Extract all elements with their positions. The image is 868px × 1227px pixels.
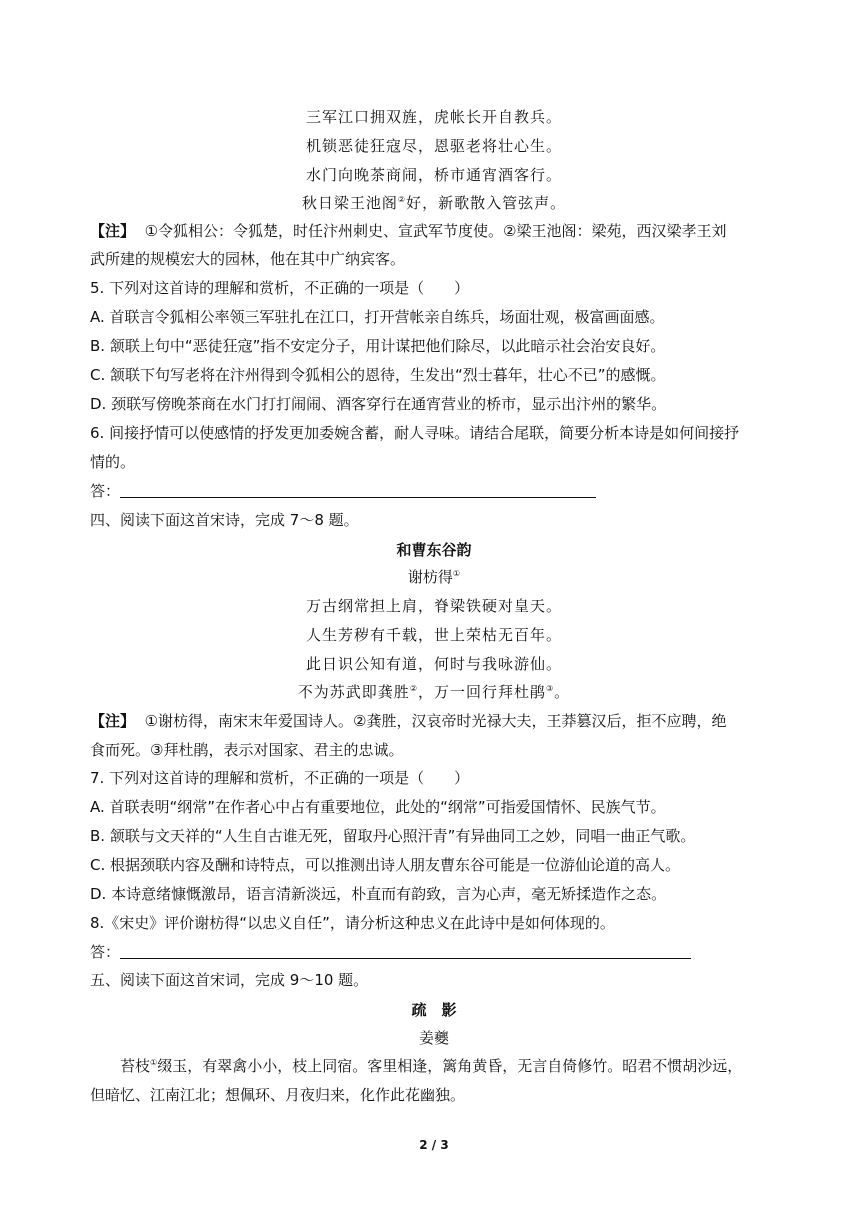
q7-option-a: A. 首联表明“纲常”在作者心中占有重要地位，此处的“纲常”可指爱国情怀、民族气节。	[90, 798, 666, 816]
poem1-footnote-marker: ②	[397, 195, 407, 204]
poem3-footnote-marker: ①	[150, 1058, 158, 1067]
q6-answer-label: 答：	[90, 482, 121, 500]
poem1-line-1: 三军江口拥双旌，虎帐长开自教兵。	[305, 108, 562, 126]
q5-option-b: B. 颔联上句中“恶徒狂寇”指不安定分子，用计谋把他们除尽，以此暗示社会治安良好。	[90, 337, 666, 355]
q5-stem: 5. 下列对这首诗的理解和赏析，不正确的一项是（ ）	[90, 279, 470, 297]
poem2-author-name: 谢枋得	[407, 568, 453, 586]
poem2-title: 和曹东谷韵	[396, 541, 472, 559]
q8-answer-line[interactable]	[120, 958, 691, 959]
poem2-line-1: 万古纲常担上肩，脊梁铁硬对皇天。	[305, 597, 562, 615]
note2-text-1: ①谢枋得，南宋末年爱国诗人。②龚胜，汉哀帝时光禄大夫，王莽篡汉后，拒不应聘，绝	[144, 712, 727, 730]
note1-tag: 【注】	[90, 222, 136, 240]
q6-stem-line-2: 情的。	[90, 453, 136, 471]
poem3-para-2: 但暗忆、江南江北；想佩环、月夜归来，化作此花幽独。	[90, 1086, 466, 1104]
poem2-line-4-b: ，万一回行拜杜鹃	[417, 683, 546, 701]
q7-option-d: D. 本诗意绪慷慨激昂，语言清新淡远，朴直而有韵致，言为心声，毫无矫揉造作之态。	[90, 885, 667, 903]
poem1-line-2: 机锁恶徒狂寇尽，恩驱老将壮心生。	[305, 137, 562, 155]
poem2-footnote-marker-2: ②	[409, 684, 418, 693]
poem3-author: 姜夔	[418, 1029, 449, 1047]
poem2-line-4	[0, 682, 868, 702]
poem2-footnote-marker-3: ③	[546, 684, 555, 693]
poem3-title: 疏 影	[411, 1001, 457, 1019]
note2-line-2: 食而死。③拜杜鹃，表示对国家、君主的忠诚。	[90, 741, 404, 759]
page-number: 2 / 3	[419, 1138, 449, 1152]
poem3-para-1	[120, 1056, 742, 1076]
poem2-author-footnote: ①	[452, 569, 461, 578]
poem1-line-4-b: 好，新歌散入管弦声。	[406, 194, 567, 212]
poem1-line-4	[0, 193, 868, 213]
poem2-line-4-c: 。	[554, 683, 571, 701]
poem1-line-3: 水门向晚茶商闹，桥市通宵酒客行。	[305, 166, 562, 184]
note1-line-2: 武所建的规模宏大的园林，他在其中广纳宾客。	[90, 250, 406, 268]
q5-option-a: A. 首联言令狐相公率领三军驻扎在江口，打开营帐亲自练兵，场面壮观，极富画面感。	[90, 308, 665, 326]
q6-stem-line-1: 6. 间接抒情可以使感情的抒发更加委婉含蓄，耐人寻味。请结合尾联，简要分析本诗是如何间接抒	[90, 424, 740, 442]
q8-answer-label: 答：	[90, 943, 121, 961]
section4-heading: 四、阅读下面这首宋诗，完成 7～8 题。	[90, 511, 359, 529]
poem2-line-2: 人生芳秽有千载，世上荣枯无百年。	[305, 626, 562, 644]
poem2-author	[0, 567, 868, 587]
poem2-line-4-a: 不为苏武即龚胜	[297, 683, 410, 701]
q6-answer-line[interactable]	[120, 497, 596, 498]
note2-line-1	[90, 711, 726, 731]
q7-stem: 7. 下列对这首诗的理解和赏析，不正确的一项是（ ）	[90, 769, 470, 787]
note2-tag: 【注】	[90, 712, 136, 730]
note1-text-1: ①令狐相公：令狐楚，时任汴州刺史、宣武军节度使。②梁王池阁：梁苑，西汉梁孝王刘	[144, 222, 727, 240]
section5-heading: 五、阅读下面这首宋词，完成 9～10 题。	[90, 971, 369, 989]
q7-option-c: C. 根据颈联内容及酬和诗特点，可以推测出诗人朋友曹东谷可能是一位游仙论道的高人。	[90, 856, 681, 874]
poem1-line-4-a: 秋日梁王池阁	[301, 194, 398, 212]
poem3-para-1-b: 缀玉，有翠禽小小，枝上同宿。客里相逢，篱角黄昏，无言自倚修竹。昭君不惯胡沙远，	[157, 1057, 743, 1075]
q5-option-d: D. 颈联写傍晚茶商在水门打打闹闹、酒客穿行在通宵营业的桥市，显示出汴州的繁华。	[90, 395, 667, 413]
q7-option-b: B. 颔联与文天祥的“人生自古谁无死，留取丹心照汗青”有异曲同工之妙，同唱一曲正气歌。	[90, 827, 696, 845]
poem2-line-3: 此日识公知有道，何时与我咏游仙。	[305, 655, 562, 673]
q5-option-c: C. 颔联下句写老将在汴州得到令狐相公的恩待，生发出“烈士暮年，壮心不已”的感慨。	[90, 366, 666, 384]
poem3-para-1-a: 苔枝	[120, 1057, 151, 1075]
q8-stem: 8.《宋史》评价谢枋得“以忠义自任”，请分析这种忠义在此诗中是如何体现的。	[90, 914, 615, 932]
note1-line-1	[90, 221, 726, 241]
